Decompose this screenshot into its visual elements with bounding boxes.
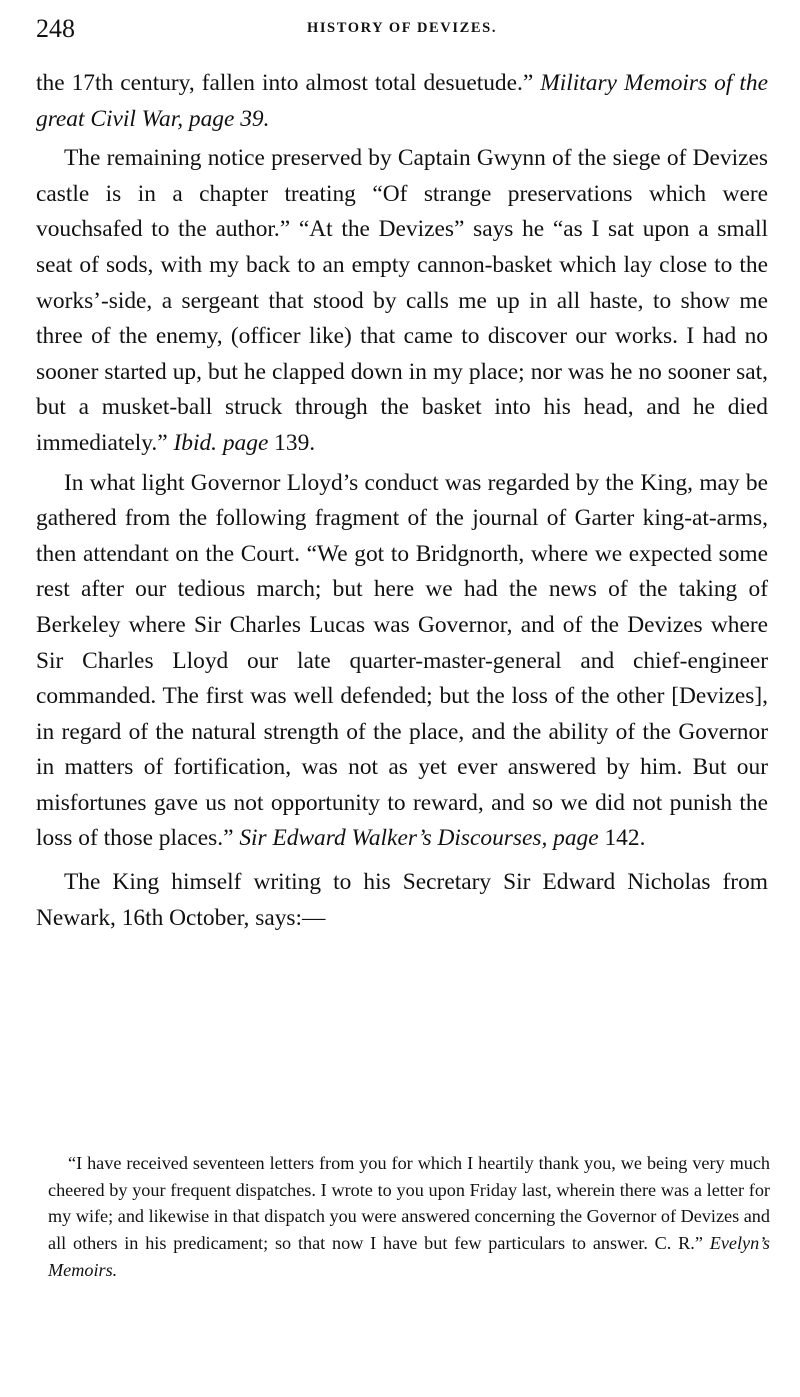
- page-number: 248: [36, 14, 75, 43]
- block-quote: [48, 1150, 770, 1284]
- running-title: HISTORY OF DEVIZES.: [306, 20, 498, 36]
- paragraph-text: In what light Governor Lloyd’s conduct was regarded by the King, may be gathered from the following fragment of the journal of Garter king-at-arms, then attendant on the Court. “We got to Bridgnorth, where we expected some rest after our tedious march; but here we had the news of the taking of Berkeley where Sir Charles Lucas was Governor, and of the Devizes where Sir Charles Lloyd our late quarter-master-general and chief-engineer commanded. The first was well defended; but the loss of the other [Devizes], in regard of the natural strength of the place, and the ability of the Governor in matters of fortification, was not as yet ever answered by him. But our misfortunes gave us not opportunity to reward, and so we did not punish the loss of those places.”: [36, 469, 768, 852]
- quote-text: “I have received seventeen letters from you for which I heartily thank you, we being very much cheered by your frequent dispatches. I wrote to you upon Friday last, wherein there was a letter for my wife; and likewise in that dispatch you were answered concerning the Governor of Devizes and all others in his predicament; so that now I have but few particulars to answer. C. R.”: [48, 1153, 770, 1254]
- paragraph-text: The King himself writing to his Secretary Sir Edward Nicholas from Newark, 16th October, says:—: [36, 869, 768, 931]
- page-header: [36, 10, 768, 46]
- paragraph-continuation: [36, 66, 768, 137]
- body-text: [36, 66, 768, 936]
- paragraph-gwynn: [36, 141, 768, 461]
- citation: Ibid. page: [173, 429, 269, 456]
- citation: Sir Edward Walker’s Discourses, page: [239, 825, 599, 852]
- paragraph-text: the 17th century, fallen into almost total desuetude.”: [36, 70, 541, 96]
- citation-page: 142.: [598, 825, 646, 852]
- paragraph-text: The remaining notice preserved by Captain Gwynn of the siege of Devizes castle is in a chapter treating “Of strange preservations which were vouchsafed to the author.” “At the Devizes” says he “as I sat upon a small seat of sods, with my back to an empty cannon-basket which lay close to the works’-side, a sergeant that stood by calls me up in all haste, to show me three of the enemy, (officer like) that came to discover our works. I had no sooner started up, but he clapped down in my place; nor was he no sooner sat, but a musket-ball struck through the basket into his head, and he died immediately.”: [36, 145, 768, 456]
- citation: Military Memoirs of the great Civil War, page 39.: [36, 70, 768, 132]
- citation-page: 139.: [268, 429, 316, 456]
- quote-citation: Evelyn’s Memoirs.: [48, 1233, 770, 1280]
- paragraph-lloyd: [36, 466, 768, 858]
- quote-paragraph: [48, 1150, 770, 1284]
- paragraph-king-letter: [36, 865, 768, 936]
